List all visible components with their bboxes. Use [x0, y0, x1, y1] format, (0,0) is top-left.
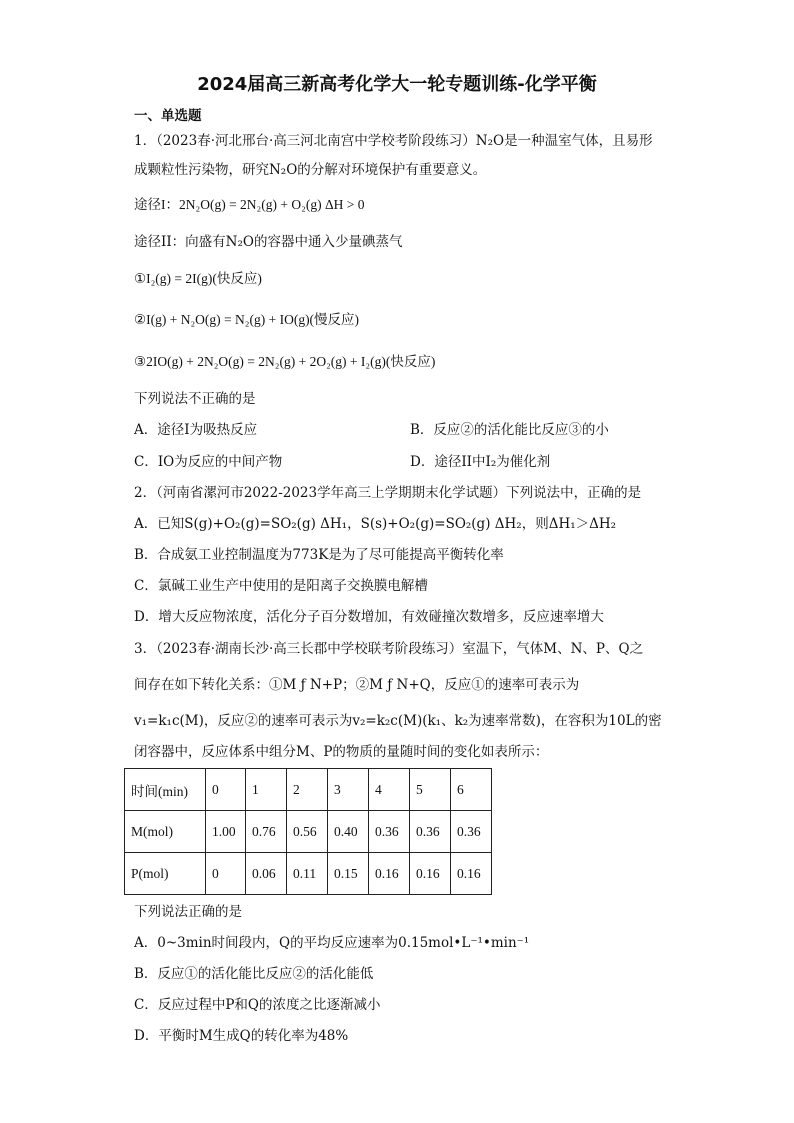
q1-step3: ③2IO(g) + 2N₂O(g) = 2N₂(g) + 2O₂(g) + I₂(g)(快反应): [134, 354, 436, 369]
q3-ask: 下列说法正确的是: [134, 904, 242, 920]
table-header-cell: 4: [369, 769, 410, 811]
table-header-cell: 时间(min): [125, 769, 206, 811]
q1-stem-line1: 1．（2023春·河北邢台·高三河北南宫中学校考阶段练习）N₂O是一种温室气体，且易形: [134, 133, 653, 149]
q3-option-d: D．平衡时M生成Q的转化率为48%: [134, 1028, 349, 1044]
table-cell: 0.16: [369, 853, 410, 895]
table-header-cell: 5: [410, 769, 451, 811]
table-cell: 0.36: [451, 811, 492, 853]
table-header-cell: 3: [328, 769, 369, 811]
q1-step1: ①I₂(g) = 2I(g)(快反应): [134, 271, 262, 286]
table-cell: 0.16: [410, 853, 451, 895]
table-cell: 0.15: [328, 853, 369, 895]
document-title: 2024届高三新高考化学大一轮专题训练-化学平衡: [197, 74, 597, 95]
q1-option-b: B．反应②的活化能比反应③的小: [410, 422, 609, 438]
q1-option-d: D．途径II中I₂为催化剂: [410, 454, 551, 470]
table-cell: P(mol): [125, 853, 206, 895]
table-cell: M(mol): [125, 811, 206, 853]
q3-stem-line2: 间存在如下转化关系：①M ƒ N+P；②M ƒ N+Q，反应①的速率可表示为: [134, 677, 580, 693]
q2-option-d: D．增大反应物浓度，活化分子百分数增加，有效碰撞次数增多，反应速率增大: [134, 609, 604, 625]
q1-option-a: A．途径I为吸热反应: [134, 422, 258, 438]
q3-stem-line1: 3．（2023春·湖南长沙·高三长郡中学校联考阶段练习）室温下，气体M、N、P、Q之: [134, 641, 644, 657]
q2-option-a: A．已知S(g)+O₂(g)=SO₂(g) ΔH₁，S(s)+O₂(g)=SO₂(g) ΔH₂，则ΔH₁＞ΔH₂: [134, 516, 617, 532]
table-header-row: [125, 769, 492, 811]
q3-option-b: B．反应①的活化能比反应②的活化能低: [134, 966, 374, 982]
table-header-cell: 2: [287, 769, 328, 811]
q2-option-c: C．氯碱工业生产中使用的是阳离子交换膜电解槽: [134, 578, 428, 594]
q1-stem-line2: 成颗粒性污染物，研究N₂O的分解对环境保护有重要意义。: [134, 162, 487, 178]
table-cell: 0.76: [246, 811, 287, 853]
q3-option-a: A．0~3min时间段内，Q的平均反应速率为0.15mol•L⁻¹•min⁻¹: [134, 935, 530, 951]
q1-option-c: C．IO为反应的中间产物: [134, 454, 283, 470]
q3-stem-line3: v₁=k₁c(M)，反应②的速率可表示为v₂=k₂c(M)(k₁、k₂为速率常数)，在容积为10L的密: [134, 713, 662, 729]
table-cell: 0: [206, 853, 246, 895]
section-heading: 一、单选题: [134, 108, 202, 124]
q1-path2: 途径II：向盛有N₂O的容器中通入少量碘蒸气: [134, 234, 403, 250]
table-header-cell: 1: [246, 769, 287, 811]
q1-ask: 下列说法不正确的是: [134, 391, 256, 407]
q1-step2: ②I(g) + N₂O(g) = N₂(g) + IO(g)(慢反应): [134, 312, 360, 327]
table-header-cell: 6: [451, 769, 492, 811]
q3-option-c: C．反应过程中P和Q的浓度之比逐渐减小: [134, 997, 381, 1013]
q3-stem-line4: 闭容器中，反应体系中组分M、P的物质的量随时间的变化如表所示：: [134, 744, 549, 760]
table-cell: 0.56: [287, 811, 328, 853]
table-cell: 0.11: [287, 853, 328, 895]
table-cell: 1.00: [206, 811, 246, 853]
table-cell: 0.36: [369, 811, 410, 853]
q1-path1: 途径I：2N₂O(g) = 2N₂(g) + O₂(g) ΔH > 0: [134, 197, 365, 212]
table-cell: 0.40: [328, 811, 369, 853]
table-row: [125, 853, 492, 895]
data-table: [124, 768, 492, 895]
table-cell: 0.36: [410, 811, 451, 853]
table-cell: 0.16: [451, 853, 492, 895]
table-cell: 0.06: [246, 853, 287, 895]
q2-stem: 2．（河南省漯河市2022-2023学年高三上学期期末化学试题）下列说法中，正确的是: [134, 485, 642, 501]
table-header-cell: 0: [206, 769, 246, 811]
table-row: [125, 811, 492, 853]
q2-option-b: B．合成氨工业控制温度为773K是为了尽可能提高平衡转化率: [134, 547, 504, 563]
